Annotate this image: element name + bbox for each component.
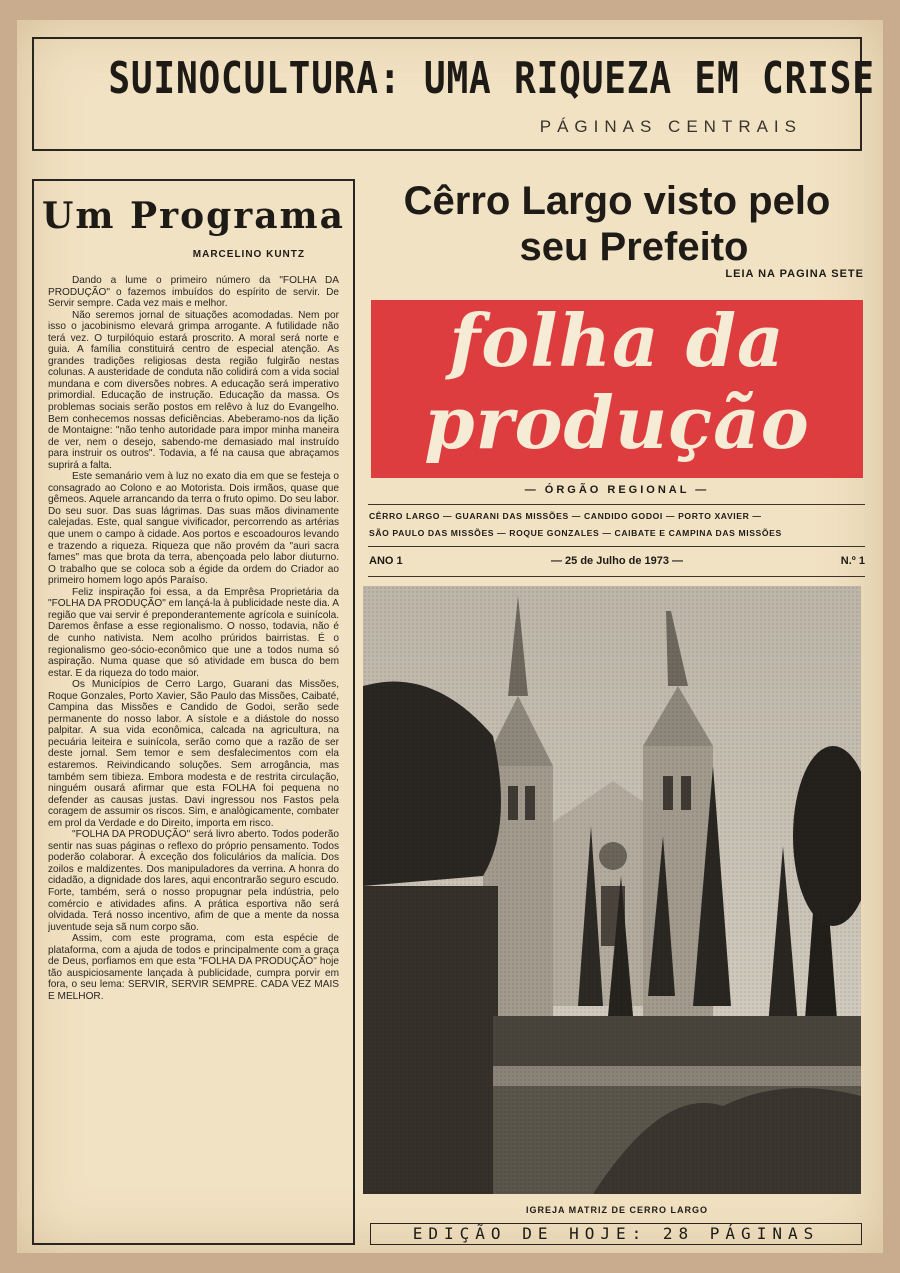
article-paragraph: Feliz inspiração foi essa, a da Emprêsa Proprietária da "FOLHA DA PRODUÇÃO" em lançá-la à publicidade neste dia. A região que vai servir é preponderantemente agrícola e suinícola. Daremos ênfase a esse regionalismo. O nosso, todavia, não é de cunho nativista. Nem acolho prúridos bairristas. É o regionalismo geo-sócio-econômico que une a todos numa só aspiração. Numa quase que só atividade em busca do bem estar. E da riqueza do todo maior. <box>48 586 339 679</box>
masthead-logo <box>371 300 863 478</box>
masthead-line-2: produção <box>424 380 810 465</box>
top-banner <box>32 37 875 151</box>
article-paragraph: Este semanário vem à luz no exato dia em que se festeja o consagrado ao Colono e ao Motorista. Dois irmãos, quase que gêmeos. Aquele arrancando da terra o fruto opimo. Do seu labor. Do seu suor. Das suas lágrimas. Das suas mãos divinamente calejadas. Este, qual sangue vivificador, percorrendo as artérias que unem o campo à cidade. Aos portos e escoadouros levando e trazendo a riqueza. Riqueza que não provém da "auri sacra fames" mas que brota da terra, abençoada pelo labor diuturno. O trabalho que se coloca sob a égide da ordem do Criador ao primeiro homem logo após Paraíso. <box>48 471 339 587</box>
main-headline <box>362 178 872 270</box>
divider <box>368 576 865 577</box>
editorial-column <box>32 179 355 1245</box>
article-paragraph: Dando a lume o primeiro número da "FOLHA DA PRODUÇÃO" o fazemos imbuídos do espírito de servir. De Servir sempre. Cada vez mais e melhor. <box>48 275 339 310</box>
church-illustration <box>363 586 861 1194</box>
issue-number: N.º 1 <box>840 555 865 567</box>
organ-label: — ÓRGÃO REGIONAL — <box>524 484 710 496</box>
divider <box>368 504 865 505</box>
cities-line-1: CÊRRO LARGO — GUARANI DAS MISSÕES — CANDIDO GODOI — PORTO XAVIER — <box>369 511 762 521</box>
headline-read-more: LEIA NA PAGINA SETE <box>725 268 864 280</box>
banner-title: SUINOCULTURA: UMA RIQUEZA EM CRISE <box>108 53 875 104</box>
article-paragraph: Assim, com este programa, com esta espécie de plataforma, com a ajuda de todos e principalmente com a graça de Deus, porfiamos em que esta "FOLHA DA PRODUÇÃO" hoje tão auspiciosamente lançada à publicidade, cumpra porvir em fora, o seu lema: SERVIR, SERVIR SEMPRE. CADA VEZ MAIS E MELHOR. <box>48 933 339 1002</box>
banner-subtitle: PÁGINAS CENTRAIS <box>539 117 802 136</box>
divider <box>368 546 865 547</box>
headline-line-2: seu Prefeito <box>519 225 749 269</box>
headline-line-1: Cêrro Largo visto pelo <box>403 179 831 223</box>
article-paragraph: Não seremos jornal de situações acomodadas. Nem por isso o jacobinismo elevará grimpa arrogante. A futilidade não terá vez. O turpilóquio estará proscrito. A moral será norte e guia. A família constituirá centro de especial atenção. As grandes tradições religiosas desta região fulgirão nestas colunas. A austeridade de conduta não colidirá com a vida social mundana e com diversões nobres. A educação será imperativo primordial. Educação de instrução. Educação da massa. Os problemas sociais serão postos em relêvo à luz do Evangelho. Bem conhecemos nossas deficiências. Abeberamo-nos da lição de Montaigne: "não tenho autoridade para impor minha maneira de ver, nem o desejo, sabendo-me demasiado mal instruído para instruir os outros". Todavia, a fé na causa que abraçamos suprirá a falta. <box>48 309 339 471</box>
masthead-line-1: folha da <box>449 298 785 383</box>
edition-box: EDIÇÃO DE HOJE: 28 PÁGINAS <box>370 1223 862 1245</box>
photo-caption: IGREJA MATRIZ DE CERRO LARGO <box>525 1205 708 1215</box>
article-body <box>48 275 339 1233</box>
masthead-title <box>371 300 863 464</box>
cities-line-2: SÃO PAULO DAS MISSÕES — ROQUE GONZALES — CAIBATE E CAMPINA DAS MISSÕES <box>369 528 782 538</box>
article-byline: MARCELINO KUNTZ <box>192 249 305 260</box>
issue-year: ANO 1 <box>369 555 403 567</box>
article-title: Um Programa <box>42 195 345 237</box>
church-photo <box>363 586 861 1194</box>
article-paragraph: "FOLHA DA PRODUÇÃO" será livro aberto. Todos poderão sentir nas suas páginas o reflexo do próprio pensamento. Todos poderão colaborar. À exceção dos foliculários da malícia. Dos zoilos e maldizentes. Dos manipuladores da verrina. A honra do cidadão, a dignidade dos lares, aqui encontrarão seguro escudo. Forte, também, será o nosso propugnar pela indústria, pelo comércio e atividades afins. A prática esportiva não será olvidada. Terá nosso incentivo, afim de que a mente da nossa juventude seja sã num corpo são. <box>48 829 339 933</box>
issue-date: — 25 de Julho de 1973 — <box>550 555 684 567</box>
article-paragraph: Os Municípios de Cerro Largo, Guarani das Missões, Roque Gonzales, Porto Xavier, São Paulo das Missões, Caibaté, Campina das Missões e Candido de Godoi, serão sede permanente do nosso labor. A sístole e a diástole do nosso palpitar. A sua vida econômica, calcada na agricultura, na pecuária leiteira e suinícola, serão como que a razão de ser deste jornal. Sem temor e sem desfalecimentos com ela estaremos. Reivindicando soluções. Sem arrogância, mas também sem tibieza. Embora modesta e de restrita circulação, ninguém ousará afirmar que esta FOLHA foi pequena no defender as causas justas. Davi ingressou nos Fastos pela coragem de assumir os riscos. Sim, e analògicamente, combater em prol da Verdade e do Direito, importa em risco. <box>48 679 339 829</box>
